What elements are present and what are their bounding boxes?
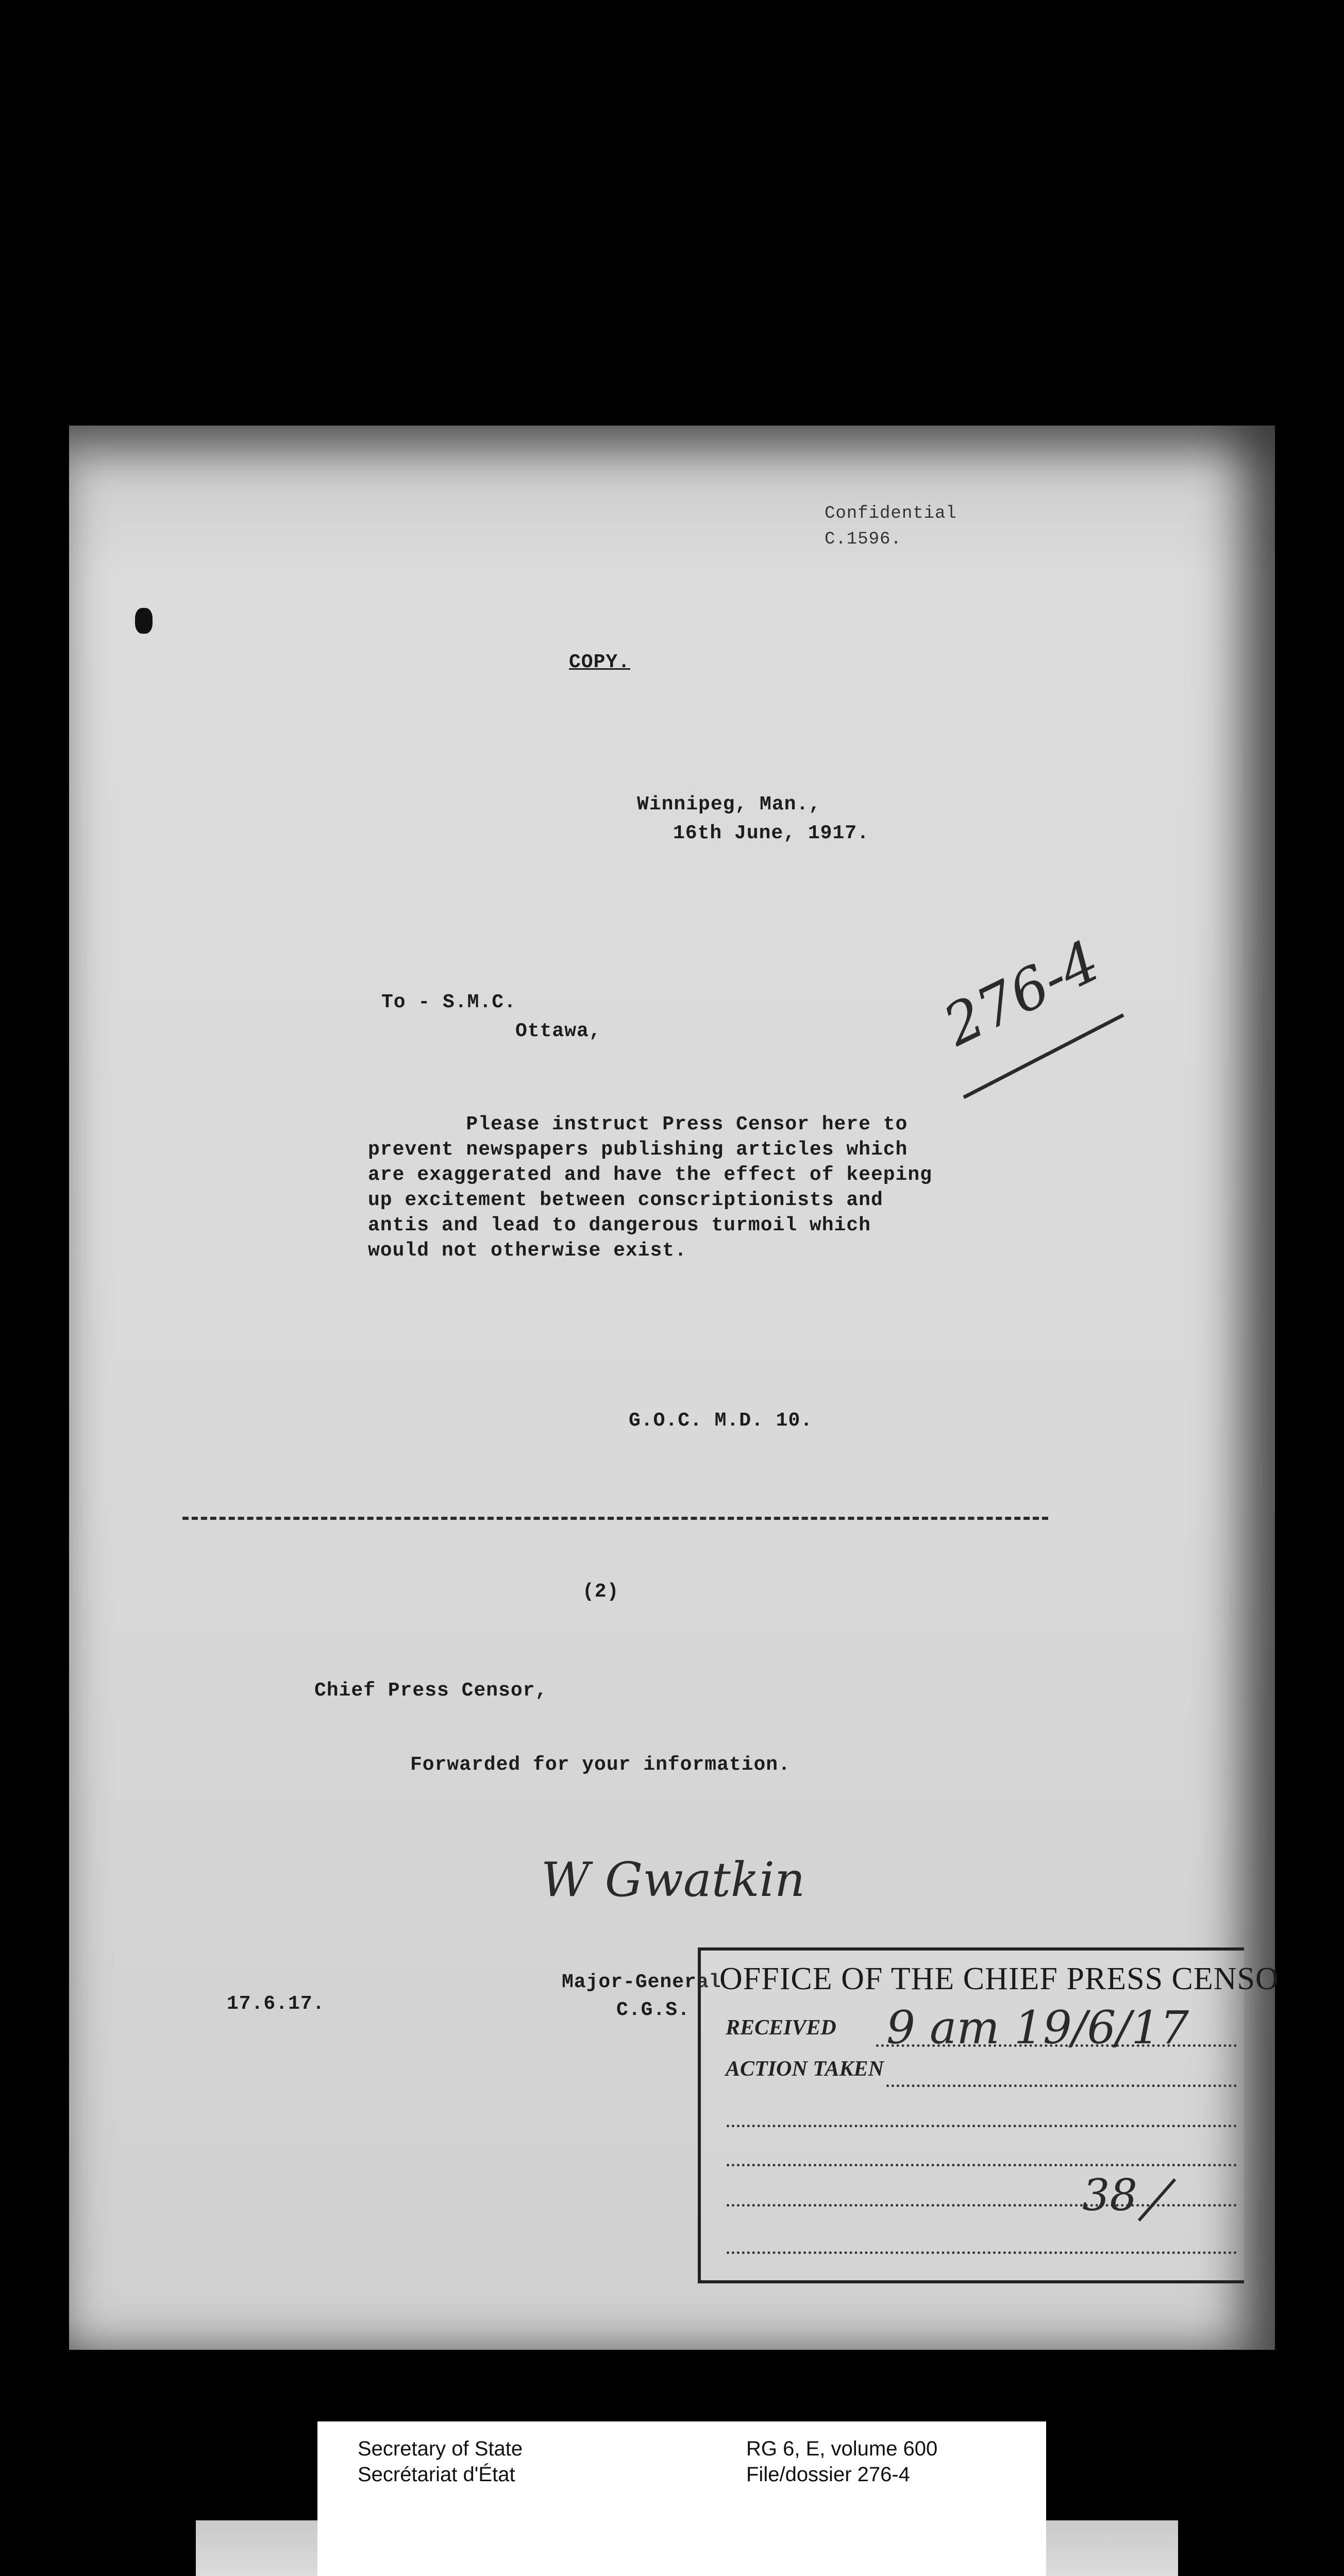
stamp-received-label: RECEIVED xyxy=(726,2016,836,2040)
stamp-received-value xyxy=(876,1994,1189,2066)
date-line: 16th June, 1917. xyxy=(673,822,869,844)
file-reference: C.1596. xyxy=(825,530,902,549)
copy-heading: COPY. xyxy=(569,651,631,673)
handwritten-file-number xyxy=(917,927,1134,1108)
body-line: Please instruct Press Censor here to xyxy=(368,1113,908,1136)
place-line: Winnipeg, Man., xyxy=(637,793,821,816)
stamp-action-label: ACTION TAKEN xyxy=(726,2057,884,2081)
signoff: G.O.C. M.D. 10. xyxy=(629,1410,813,1432)
addressee: Chief Press Censor, xyxy=(314,1680,548,1702)
to-line: To - S.M.C. xyxy=(381,991,516,1013)
punch-hole xyxy=(135,608,153,634)
stamp-dotted-line xyxy=(886,2084,1237,2087)
message-body xyxy=(368,1112,932,1263)
stamp-title: OFFICE OF THE CHIEF PRESS CENSO xyxy=(719,1961,1279,1996)
svg-text:W Gwatkin: W Gwatkin xyxy=(541,1852,805,1907)
separator-line xyxy=(182,1517,1048,1520)
stamp-number xyxy=(1072,2159,1196,2231)
file-ref: File/dossier 276-4 xyxy=(746,2463,910,2486)
stamp-dotted-line xyxy=(876,2044,1237,2047)
svg-text:9 am 19/6/17: 9 am 19/6/17 xyxy=(886,2001,1189,2054)
stamp-dotted-line xyxy=(727,2251,1237,2254)
office: C.G.S. xyxy=(616,1999,690,2021)
body-line: are exaggerated and have the effect of keeping xyxy=(368,1164,932,1186)
body-line: up excitement between conscriptionists and xyxy=(368,1189,883,1211)
to-city: Ottawa, xyxy=(515,1020,601,1042)
forwarded-line: Forwarded for your information. xyxy=(410,1754,791,1776)
section-number: (2) xyxy=(582,1581,619,1603)
signature xyxy=(536,1834,805,1927)
volume-ref: RG 6, E, volume 600 xyxy=(746,2437,938,2460)
body-line: would not otherwise exist. xyxy=(368,1240,687,1262)
stamp-dotted-line xyxy=(727,2125,1237,2127)
confidential-label: Confidential xyxy=(825,504,957,523)
rank: Major-General xyxy=(562,1971,721,1993)
department-label xyxy=(358,2436,523,2487)
svg-text:38: 38 xyxy=(1082,2170,1137,2221)
department-en: Secretary of State xyxy=(358,2437,523,2460)
body-line: prevent newspapers publishing articles which xyxy=(368,1139,908,1161)
date-short: 17.6.17. xyxy=(227,1993,325,2015)
department-fr: Secrétariat d'État xyxy=(358,2463,515,2486)
svg-text:276-4: 276-4 xyxy=(933,927,1110,1059)
body-line: antis and lead to dangerous turmoil which xyxy=(368,1214,871,1236)
volume-label xyxy=(746,2436,937,2487)
